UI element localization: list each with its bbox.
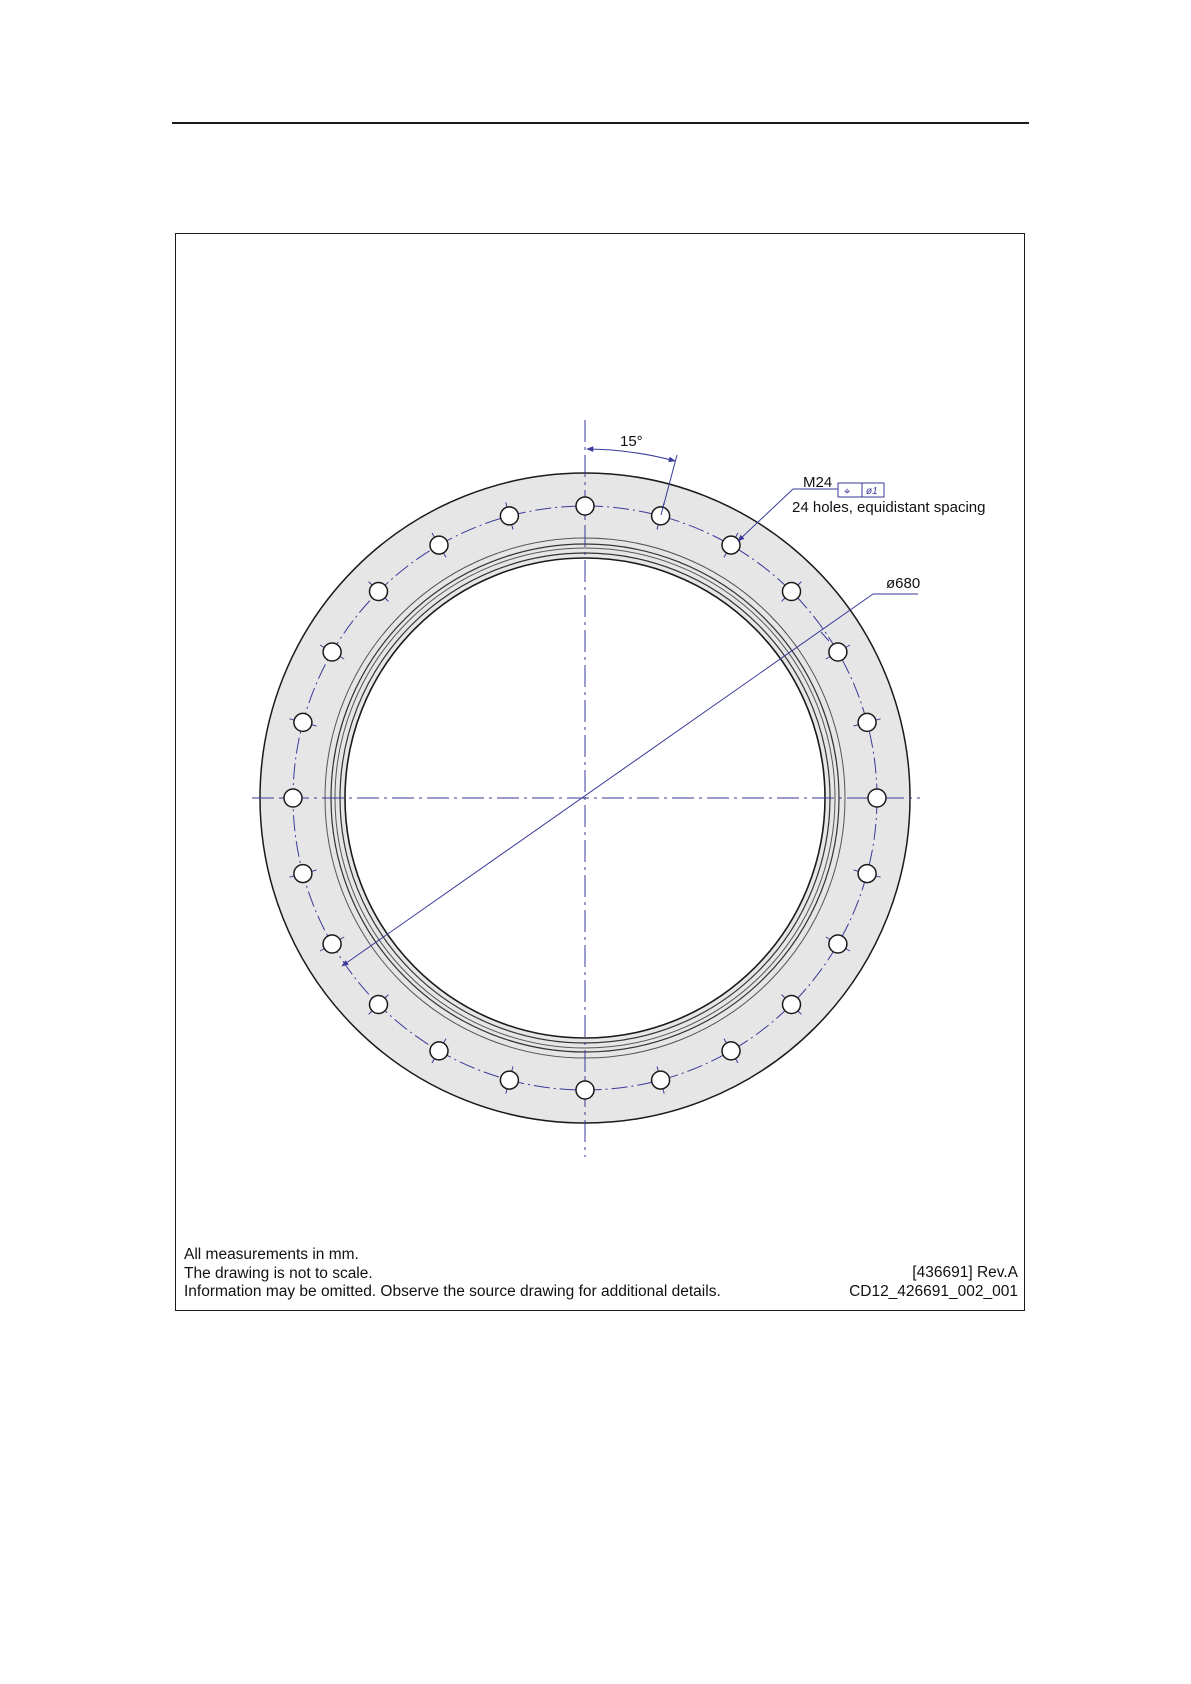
thread-callout: M24 [803, 474, 833, 491]
drawing-identifiers [849, 1264, 1018, 1301]
diameter-label: ø680 [886, 575, 921, 592]
bolt-hole [430, 536, 448, 554]
bolt-hole [858, 865, 876, 883]
bolt-hole [652, 507, 670, 525]
bolt-hole [370, 996, 388, 1014]
angle-dimension-arc [587, 449, 675, 461]
bolt-hole [370, 583, 388, 601]
bolt-hole [783, 583, 801, 601]
note-omitted: Information may be omitted. Observe the source drawing for additional details. [184, 1283, 721, 1300]
bolt-hole [858, 713, 876, 731]
bolt-hole [500, 507, 518, 525]
bolt-hole [829, 935, 847, 953]
revision-label: [436691] Rev.A [912, 1264, 1018, 1281]
bolt-hole [323, 935, 341, 953]
bolt-hole [783, 996, 801, 1014]
drawing-notes [184, 1246, 721, 1302]
bolt-hole [294, 865, 312, 883]
bolt-hole [430, 1042, 448, 1060]
note-scale: The drawing is not to scale. [184, 1264, 373, 1282]
drawing-number: CD12_426691_002_001 [849, 1282, 1018, 1300]
bolt-hole [576, 1081, 594, 1099]
bolt-hole [652, 1071, 670, 1089]
bolt-hole [294, 713, 312, 731]
bolt-hole [576, 497, 594, 515]
note-units: All measurements in mm. [184, 1246, 359, 1263]
bolt-hole [500, 1071, 518, 1089]
bolt-hole [722, 1042, 740, 1060]
bolt-hole [323, 643, 341, 661]
bolt-hole [722, 536, 740, 554]
angle-label: 15° [620, 433, 643, 450]
tolerance-value: ø1 [866, 486, 878, 497]
holes-note: 24 holes, equidistant spacing [792, 499, 986, 516]
position-tolerance-icon: ⌖ [844, 485, 851, 498]
bolt-hole [868, 789, 886, 807]
bolt-hole [829, 643, 847, 661]
bolt-hole [284, 789, 302, 807]
